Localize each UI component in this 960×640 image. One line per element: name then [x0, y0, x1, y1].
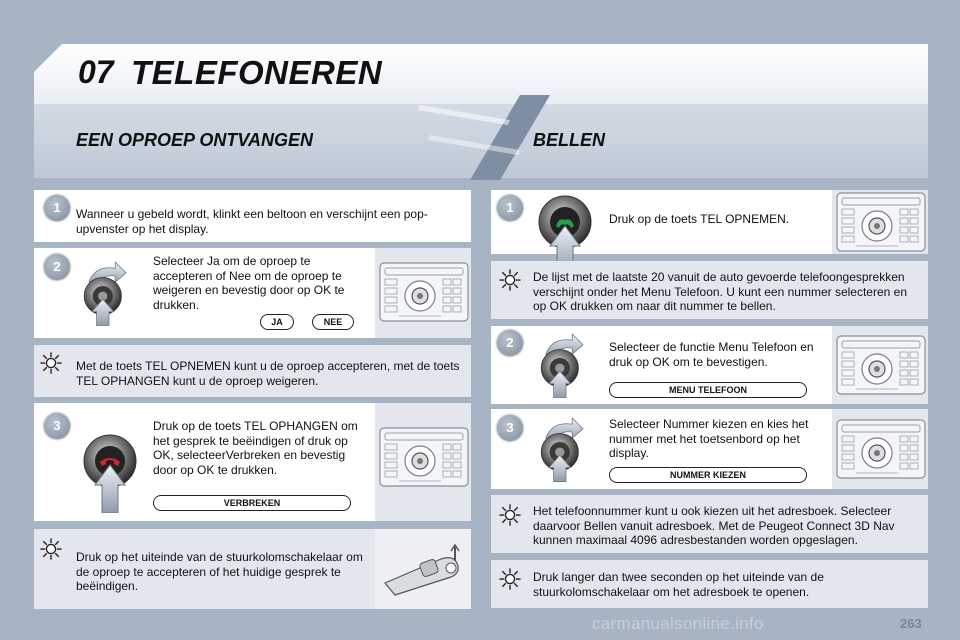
- chapter-number: 07: [78, 54, 114, 90]
- lamp-icon: [40, 538, 62, 560]
- right-heading: BELLEN: [533, 130, 605, 150]
- stalk-image: [375, 529, 471, 609]
- right-step2-text: Selecteer de functie Menu Telefoon en druk op OK om te bevestigen.: [609, 340, 814, 369]
- left-step3-panel: [34, 403, 471, 521]
- watermark: carmanualsonline.info: [592, 614, 764, 633]
- right-step1-text: Druk op de toets TEL OPNEMEN.: [609, 212, 790, 226]
- left-heading: EEN OPROEP ONTVANGEN: [76, 130, 314, 150]
- left-step1-text: Wanneer u gebeld wordt, klinkt een beltoon en verschijnt een pop-upvenster op het display.: [76, 207, 428, 236]
- left-step3-text: Druk op de toets TEL OPHANGEN om het gesprek te beëindigen of druk op OK, selecteerVerbreken en bevestig door op OK te drukken.: [153, 419, 358, 477]
- radio-panel-image: [375, 248, 471, 338]
- radio-console-icon: [379, 262, 469, 322]
- chapter-title: TELEFONEREN: [131, 54, 383, 91]
- radio-console-icon: [836, 335, 926, 395]
- radio-panel-image: [375, 403, 471, 521]
- left-tip1-panel: [34, 345, 471, 397]
- page-number: 263: [900, 616, 922, 631]
- step-number-badge: 1: [44, 195, 70, 221]
- step-number-badge: 1: [497, 195, 523, 221]
- right-tip3-panel: [491, 560, 928, 608]
- right-tip2-panel: [491, 495, 928, 553]
- radio-panel-image: [832, 326, 928, 404]
- radio-console-icon: [379, 427, 469, 487]
- rotary-knob-icon: [535, 409, 597, 489]
- step-number-badge: 3: [44, 413, 70, 439]
- left-tip2-panel: [34, 529, 471, 609]
- right-tip1-panel: [491, 261, 928, 319]
- lamp-icon: [499, 568, 521, 590]
- right-tip3-text: Druk langer dan twee seconden op het uiteinde van de stuurkolomschakelaar om het adresboek te openen.: [533, 570, 824, 599]
- rotary-knob-icon: [78, 252, 140, 334]
- left-step2-text: Selecteer Ja om de oproep te accepteren of Nee om de oproep te weigeren en bevestig door op OK te drukken.: [153, 254, 345, 312]
- lamp-icon: [499, 269, 521, 291]
- menu-telefoon-button[interactable]: MENU TELEFOON: [609, 382, 807, 398]
- step-number-badge: 2: [497, 330, 523, 356]
- nee-button[interactable]: NEE: [312, 314, 354, 330]
- left-tip2-text: Druk op het uiteinde van de stuurkolomschakelaar om de oproep te accepteren of het huidige gesprek te beëindigen.: [76, 550, 363, 593]
- rotary-knob-icon: [535, 326, 597, 404]
- tel-hangup-knob-icon: [80, 429, 140, 513]
- lamp-icon: [499, 504, 521, 526]
- right-tip2-text: Het telefoonnummer kunt u ook kiezen uit het adresboek. Selecteer daarvoor Bellen vanuit adresboek. Met de Peugeot Connect 3D Nav kunnen maximaal 4096 adresbestanden worden opgeslagen.: [533, 504, 895, 547]
- right-step3-panel: [491, 409, 928, 489]
- left-tip1-text: Met de toets TEL OPNEMEN kunt u de oproep accepteren, met de toets TEL OPHANGEN kunt u de oproep weigeren.: [76, 359, 460, 388]
- ja-button[interactable]: JA: [260, 314, 294, 330]
- radio-panel-image: [832, 190, 928, 254]
- radio-console-icon: [836, 419, 926, 479]
- header-corner: [32, 44, 62, 74]
- radio-console-icon: [836, 192, 926, 252]
- left-step2-panel: [34, 248, 471, 338]
- steering-stalk-icon: [381, 539, 465, 597]
- decorative-stripes: [410, 95, 550, 180]
- right-tip1-text: De lijst met de laatste 20 vanuit de auto gevoerde telefoongesprekken verschijnt onder het Menu Telefoon. U kunt een nummer selecteren en op OK drukken om naar dit nummer te bellen.: [533, 270, 907, 313]
- right-step1-panel: [491, 190, 928, 254]
- nummer-kiezen-button[interactable]: NUMMER KIEZEN: [609, 467, 807, 483]
- lamp-icon: [40, 352, 62, 374]
- radio-panel-image: [832, 409, 928, 489]
- right-step2-panel: [491, 326, 928, 404]
- step-number-badge: 3: [497, 415, 523, 441]
- verbreken-button[interactable]: VERBREKEN: [153, 495, 351, 511]
- step-number-badge: 2: [44, 254, 70, 280]
- left-step1-panel: [34, 190, 471, 242]
- right-step3-text: Selecteer Nummer kiezen en kies het nummer met het toetsenbord op het display.: [609, 417, 809, 460]
